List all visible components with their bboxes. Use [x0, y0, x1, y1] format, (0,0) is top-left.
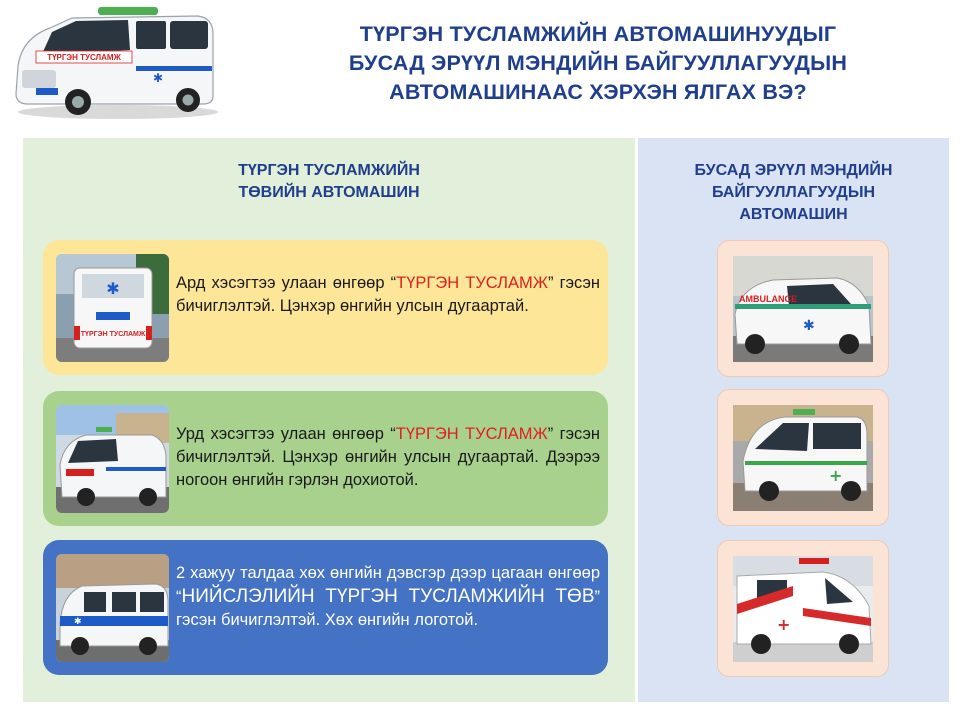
card3-highlight: НИЙСЛЭЛИЙН ТҮРГЭН ТУСЛАМЖИЙН ТӨВ — [181, 586, 595, 607]
right-heading-line-2: БАЙГУУЛЛАГУУДЫН — [711, 184, 876, 201]
right-heading-line-1: БУСАД ЭРҮҮЛ МЭНДИЙН — [694, 162, 893, 179]
info-card-rear-marking — [43, 240, 608, 375]
card-photo-rear-label: ТҮРГЭН ТУСЛАМЖ — [80, 331, 146, 338]
left-heading-line-1: ТҮРГЭН ТУСЛАМЖИЙН — [238, 162, 420, 179]
other-vehicle-1-label: AMBULANCE — [739, 294, 797, 304]
card3-text-before: 2 хажуу талдаа хөх өнгийн дэвсгэр дээр цагаан өнгөөр “ — [176, 564, 600, 606]
card2-text-after: ” гэсэн бичиглэлтэй. Цэнхэр өнгийн улсын дугаартай. Дээрээ ногоон өнгийн гэрлэн дохиотой. — [176, 425, 601, 489]
card2-text-before: Урд хэсэгтээ улаан өнгөөр “ — [176, 425, 396, 443]
svg-text:✱: ✱ — [74, 617, 82, 627]
page-title — [278, 20, 918, 107]
title-line-3: АВТОМАШИНААС ХЭРХЭН ЯЛГАХ ВЭ? — [389, 80, 807, 104]
green-cross-icon: + — [829, 466, 843, 485]
left-heading-line-2: ТӨВИЙН АВТОМАШИН — [238, 184, 420, 201]
other-vehicle-photo-2 — [717, 389, 889, 526]
card-text-front — [176, 423, 600, 492]
other-vehicle-photo-1 — [717, 240, 889, 377]
left-column-heading — [23, 160, 635, 204]
card1-text-before: Ард хэсэгтээ улаан өнгөөр “ — [176, 274, 397, 292]
hero-ambulance-label: ТҮРГЭН ТУСЛАМЖ — [47, 53, 121, 62]
card1-highlight: ТҮРГЭН ТУСЛАМЖ — [396, 274, 548, 292]
card-text-rear — [176, 272, 600, 318]
title-line-2: БУСАД ЭРҮҮЛ МЭНДИЙН БАЙГУУЛЛАГУУДЫН — [348, 51, 848, 75]
info-card-side-marking — [43, 540, 608, 675]
other-vehicle-photo-3 — [717, 540, 889, 677]
star-of-life-icon: ✱ — [803, 318, 815, 334]
card-photo-side — [56, 554, 169, 662]
svg-text:✱: ✱ — [153, 71, 164, 85]
card2-highlight: ТҮРГЭН ТУСЛАМЖ — [395, 425, 548, 443]
info-card-front-marking — [43, 391, 608, 526]
card-photo-front — [56, 405, 169, 513]
hero-ambulance-image — [8, 4, 218, 124]
card-text-side — [176, 562, 600, 632]
card3-text-after: ” гэсэн бичиглэлтэй. Хөх өнгийн логотой. — [176, 588, 600, 629]
right-column-heading — [638, 160, 949, 226]
card1-text-after: ” гэсэн бичиглэлтэй. Цэнхэр өнгийн улсын дугаартай. — [176, 274, 600, 315]
right-heading-line-3: АВТОМАШИН — [739, 206, 848, 223]
card-photo-rear — [56, 254, 169, 362]
title-line-1: ТҮРГЭН ТУСЛАМЖИЙН АВТОМАШИНУУДЫГ — [359, 22, 837, 46]
red-cross-icon: + — [777, 615, 791, 634]
svg-text:✱: ✱ — [106, 279, 120, 298]
